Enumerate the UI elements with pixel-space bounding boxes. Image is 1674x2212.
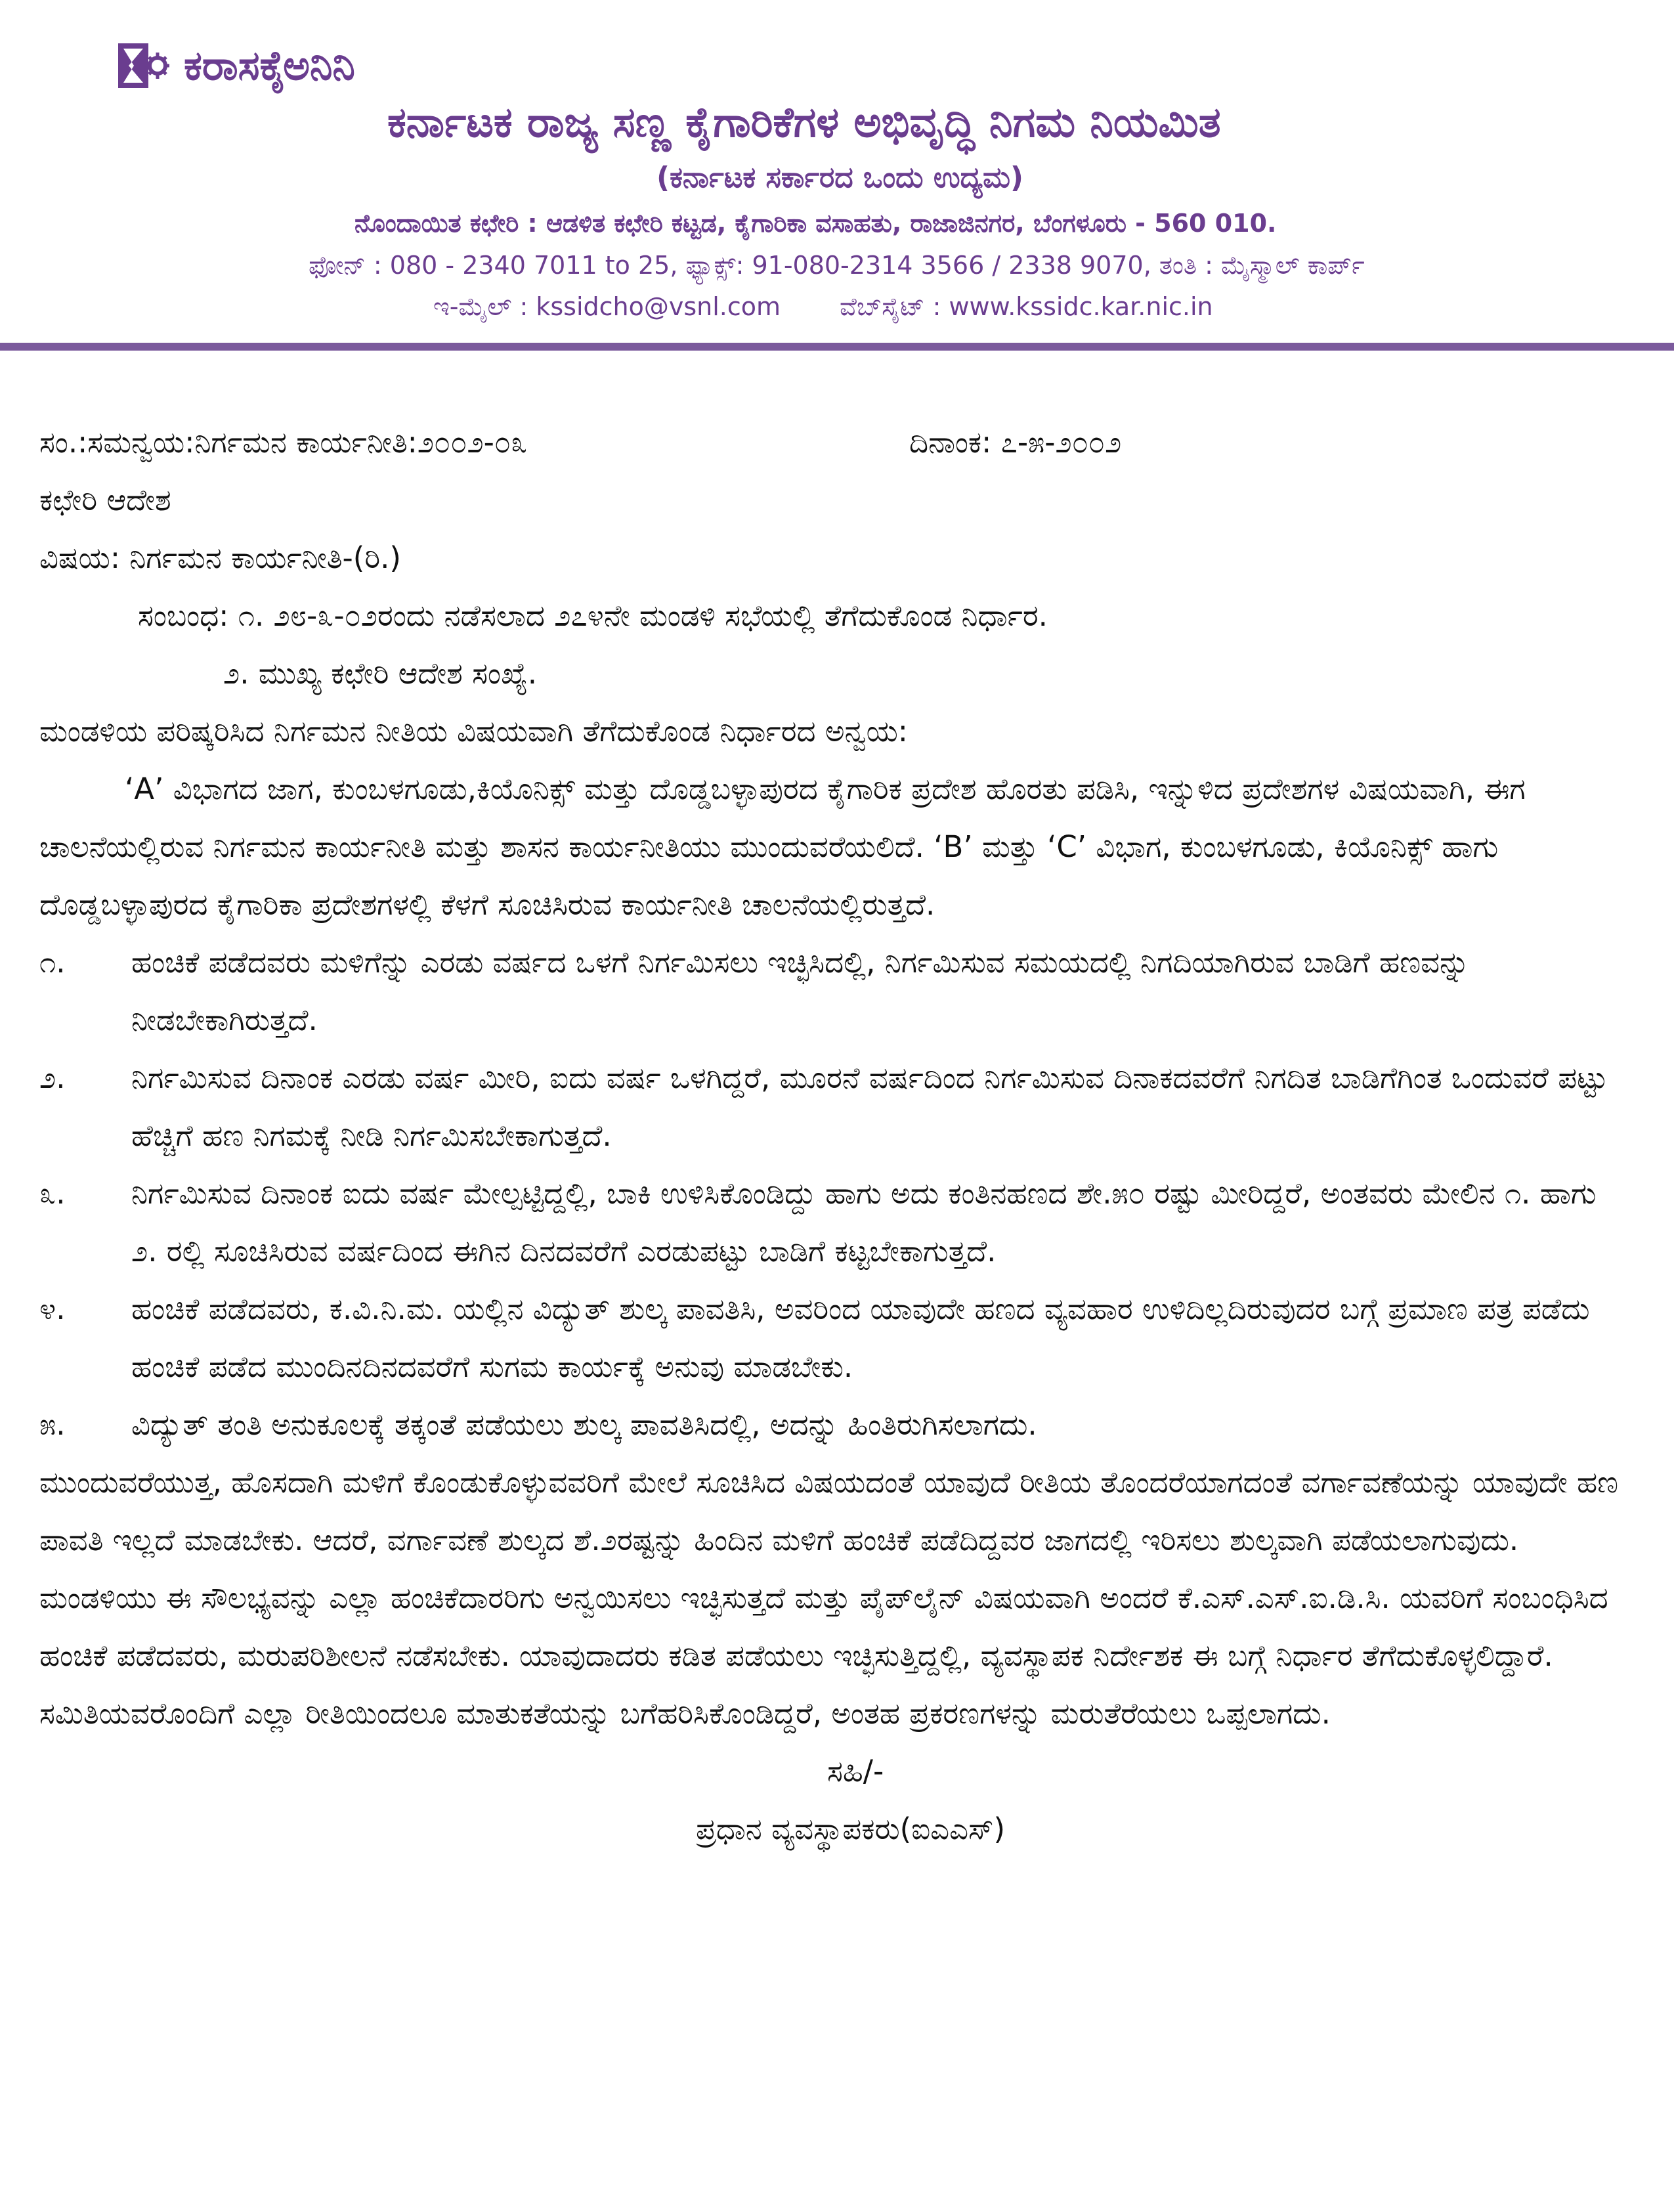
list-item <box>39 1396 1628 1454</box>
document-date: ದಿನಾಂಕ: ೭-೫-೨೦೦೨ <box>909 425 1122 460</box>
signatory-designation: ಪ್ರಧಾನ ವ್ಯವಸ್ಥಾಪಕರು(ಐಎಎಸ್) <box>696 1811 1006 1846</box>
website-address: ವೆಬ್‌ಸೈಟ್ : www.kssidc.kar.nic.in <box>840 292 1213 321</box>
item-text: ಹಂಚಿಕೆ ಪಡೆದವರು ಮಳಿಗೆನ್ನು ಎರಡು ವರ್ಷದ ಒಳಗೆ ನಿರ್ಗಮಿಸಲು ಇಚ್ಛಿಸಿದಲ್ಲಿ, ನಿರ್ಗಮಿಸುವ ಸಮಯದಲ್ಲಿ ನಿಗದಿಯಾಗಿರುವ ಬಾಡಿಗೆ ಹಣವನ್ನು ನೀಡಬೇಕಾಗಿರುತ್ತದೆ. <box>131 945 1470 1037</box>
list-item <box>39 934 1628 1049</box>
intro-line: ಮಂಡಳಿಯ ಪರಿಷ್ಕರಿಸಿದ ನಿರ್ಗಮನ ನೀತಿಯ ವಿಷಯವಾಗಿ ತೆಗೆದುಕೊಂಡ ನಿರ್ಧಾರದ ಅನ್ವಯ: <box>39 714 908 748</box>
registered-office-address: ನೊಂದಾಯಿತ ಕಛೇರಿ : ಆಡಳಿತ ಕಛೇರಿ ಕಟ್ಟಡ, ಕೈಗಾರಿಕಾ ವಸಾಹತು, ರಾಜಾಜಿನಗರ, ಬೆಂಗಳೂರು - 560 010. <box>354 209 1277 238</box>
contact-email-web <box>433 292 1213 322</box>
list-item <box>39 1165 1628 1280</box>
item-text: ನಿರ್ಗಮಿಸುವ ದಿನಾಂಕ ಐದು ವರ್ಷ ಮೇಲ್ಪಟ್ಟಿದ್ದಲ್ಲಿ, ಬಾಕಿ ಉಳಿಸಿಕೊಂಡಿದ್ದು ಹಾಗು ಅದು ಕಂತಿನಹಣದ ಶೇ.೫೦ ರಷ್ಟು ಮೀರಿದ್ದರೆ, ಅಂತವರು ಮೇಲಿನ ೧. ಹಾಗು ೨. ರಲ್ಲಿ ಸೂಚಿಸಿರುವ ವರ್ಷದಿಂದ ಈಗಿನ ದಿನದವರೆಗೆ ಎರಡುಪಟ್ಟು ಬಾಡಿಗೆ ಕಟ್ಟಬೇಕಾಗುತ್ತದೆ. <box>131 1176 1597 1269</box>
corporation-logo-icon <box>117 39 169 92</box>
item-number: ೩. <box>39 1176 66 1211</box>
list-item <box>39 1280 1628 1396</box>
list-item <box>39 1049 1628 1165</box>
logo-text: ಕರಾಸಕೈಅನಿನಿ <box>184 41 355 89</box>
item-number: ೨. <box>39 1060 66 1095</box>
organization-subtitle: (ಕರ್ನಾಟಕ ಸರ್ಕಾರದ ಒಂದು ಉದ್ಯಮ) <box>656 161 1024 194</box>
contact-phone-fax: ಫೋನ್ : 080 - 2340 7011 to 25, ಫ್ಯಾಕ್ಸ್: 91-080-2314 3566 / 2338 9070, ತಂತಿ : ಮೈಸ್ಮಾಲ್ ಕಾರ್ಪ್ <box>309 251 1365 280</box>
reference-line <box>39 414 1628 471</box>
item-number: ೪. <box>39 1291 66 1326</box>
organization-name: ಕರ್ನಾಟಕ ರಾಜ್ಯ ಸಣ್ಣ ಕೈಗಾರಿಕೆಗಳ ಅಭಿವೃದ್ಧಿ ನಿಗಮ ನಿಯಮಿತ <box>387 98 1221 147</box>
item-text: ನಿರ್ಗಮಿಸುವ ದಿನಾಂಕ ಎರಡು ವರ್ಷ ಮೀರಿ, ಐದು ವರ್ಷ ಒಳಗಿದ್ದರೆ, ಮೂರನೆ ವರ್ಷದಿಂದ ನಿರ್ಗಮಿಸುವ ದಿನಾಕದವರೆಗೆ ನಿಗದಿತ ಬಾಡಿಗೆಗಿಂತ ಒಂದುವರೆ ಪಟ್ಟು ಹೆಚ್ಚಿಗೆ ಹಣ ನಿಗಮಕ್ಕೆ ನೀಡಿ ನಿರ್ಗಮಿಸಬೇಕಾಗುತ್ತದೆ. <box>131 1060 1608 1153</box>
logo <box>117 39 355 92</box>
document-body <box>39 414 1628 1858</box>
item-number: ೫. <box>39 1407 66 1442</box>
reference-2: ೨. ಮುಖ್ಯ ಕಛೇರಿ ಆದೇಶ ಸಂಖ್ಯೆ. <box>223 656 538 691</box>
item-number: ೧. <box>39 945 66 980</box>
reference-number: ಸಂ.:ಸಮನ್ವಯ:ನಿರ್ಗಮನ ಕಾರ್ಯನೀತಿ:೨೦೦೨-೦೩ <box>39 425 528 460</box>
reference-1: ಸಂಬಂಧ: ೧. ೨೮-೩-೦೨ರಂದು ನಡೆಸಲಾದ ೨೭೪ನೇ ಮಂಡಳಿ ಸಭೆಯಲ್ಲಿ ತೆಗೆದುಕೊಂಡ ನಿರ್ಧಾರ. <box>138 598 1048 633</box>
letterhead <box>0 0 1674 368</box>
item-text: ವಿದ್ಯುತ್ ತಂತಿ ಅನುಕೂಲಕ್ಕೆ ತಕ್ಕಂತೆ ಪಡೆಯಲು ಶುಲ್ಕ ಪಾವತಿಸಿದಲ್ಲಿ, ಅದನ್ನು ಹಿಂತಿರುಗಿಸಲಾಗದು. <box>131 1407 1037 1442</box>
email-address: ಇ-ಮೈಲ್ : kssidcho@vsnl.com <box>433 292 781 321</box>
final-paragraph: ಮುಂದುವರೆಯುತ್ತ, ಹೊಸದಾಗಿ ಮಳಿಗೆ ಕೊಂಡುಕೊಳ್ಳುವವರಿಗೆ ಮೇಲೆ ಸೂಚಿಸಿದ ವಿಷಯದಂತೆ ಯಾವುದೆ ರೀತಿಯ ತೊಂದರೆಯಾಗದಂತೆ ವರ್ಗಾವಣೆಯನ್ನು ಯಾವುದೇ ಹಣ ಪಾವತಿ ಇಲ್ಲದೆ ಮಾಡಬೇಕು. ಆದರೆ, ವರ್ಗಾವಣೆ ಶುಲ್ಕದ ಶೆ.೨ರಷ್ಟನ್ನು ಹಿಂದಿನ ಮಳಿಗೆ ಹಂಚಿಕೆ ಪಡೆದಿದ್ದವರ ಜಾಗದಲ್ಲಿ ಇರಿಸಲು ಶುಲ್ಕವಾಗಿ ಪಡೆಯಲಾಗುವುದು. ಮಂಡಳಿಯು ಈ ಸೌಲಭ್ಯವನ್ನು ಎಲ್ಲಾ ಹಂಚಿಕೆದಾರರಿಗು ಅನ್ವಯಿಸಲು ಇಚ್ಛಿಸುತ್ತದೆ ಮತ್ತು ಪೈಪ್‌ಲೈನ್ ವಿಷಯವಾಗಿ ಅಂದರೆ ಕೆ.ಎಸ್.ಎಸ್.ಐ.ಡಿ.ಸಿ. ಯವರಿಗೆ ಸಂಬಂಧಿಸಿದ ಹಂಚಿಕೆ ಪಡೆದವರು, ಮರುಪರಿಶೀಲನೆ ನಡೆಸಬೇಕು. ಯಾವುದಾದರು ಕಡಿತ ಪಡೆಯಲು ಇಚ್ಛಿಸುತ್ತಿದ್ದಲ್ಲಿ, ವ್ಯವಸ್ಥಾಪಕ ನಿರ್ದೇಶಕ ಈ ಬಗ್ಗೆ ನಿರ್ಧಾರ ತೆಗೆದುಕೊಳ್ಳಲಿದ್ದಾರೆ. ಸಮಿತಿಯವರೊಂದಿಗೆ ಎಲ್ಲಾ ರೀತಿಯಿಂದಲೂ ಮಾತುಕತೆಯನ್ನು ಬಗೆಹರಿಸಿಕೊಂಡಿದ್ದರೆ, ಅಂತಹ ಪ್ರಕರಣಗಳನ್ನು ಮರುತೆರೆಯಲು ಒಪ್ಪಲಾಗದು. <box>39 1465 1619 1731</box>
header-divider <box>0 343 1674 351</box>
signature-mark: ಸಹಿ/- <box>827 1754 884 1789</box>
subject-line: ವಿಷಯ: ನಿರ್ಗಮನ ಕಾರ್ಯನೀತಿ-(ರಿ.) <box>39 540 401 575</box>
document-title: ಕಛೇರಿ ಆದೇಶ <box>39 483 171 517</box>
main-paragraph: ‘A’ ವಿಭಾಗದ ಜಾಗ, ಕುಂಬಳಗೂಡು,ಕಿಯೊನಿಕ್ಸ್ ಮತ್ತು ದೊಡ್ಡಬಳ್ಳಾಪುರದ ಕೈಗಾರಿಕ ಪ್ರದೇಶ ಹೊರತು ಪಡಿಸಿ, ಇನ್ನುಳಿದ ಪ್ರದೇಶಗಳ ವಿಷಯವಾಗಿ, ಈಗ ಚಾಲನೆಯಲ್ಲಿರುವ ನಿರ್ಗಮನ ಕಾರ್ಯನೀತಿ ಮತ್ತು ಶಾಸನ ಕಾರ್ಯನೀತಿಯು ಮುಂದುವರೆಯಲಿದೆ. ‘B’ ಮತ್ತು ‘C’ ವಿಭಾಗ, ಕುಂಬಳಗೂಡು, ಕಿಯೊನಿಕ್ಸ್ ಹಾಗು ದೊಡ್ಡಬಳ್ಳಾಪುರದ ಕೈಗಾರಿಕಾ ಪ್ರದೇಶಗಳಲ್ಲಿ ಕೆಳಗೆ ಸೂಚಿಸಿರುವ ಕಾರ್ಯನೀತಿ ಚಾಲನೆಯಲ್ಲಿರುತ್ತದೆ. <box>39 771 1526 922</box>
item-text: ಹಂಚಿಕೆ ಪಡೆದವರು, ಕ.ವಿ.ನಿ.ಮ. ಯಲ್ಲಿನ ವಿದ್ಯುತ್ ಶುಲ್ಕ ಪಾವತಿಸಿ, ಅವರಿಂದ ಯಾವುದೇ ಹಣದ ವ್ಯವಹಾರ ಉಳಿದಿಲ್ಲದಿರುವುದರ ಬಗ್ಗೆ ಪ್ರಮಾಣ ಪತ್ರ ಪಡೆದು ಹಂಚಿಕೆ ಪಡೆದ ಮುಂದಿನದಿನದವರೆಗೆ ಸುಗಮ ಕಾರ್ಯಕ್ಕೆ ಅನುವು ಮಾಡಬೇಕು. <box>131 1291 1590 1384</box>
